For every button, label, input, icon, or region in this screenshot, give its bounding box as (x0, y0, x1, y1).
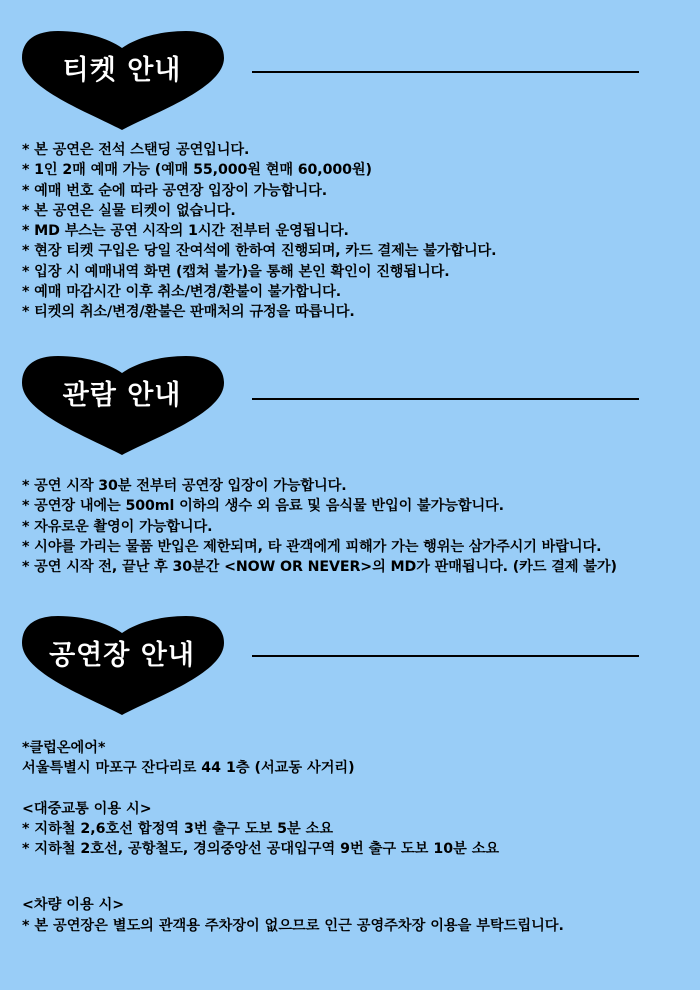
list-item: * 본 공연장은 별도의 관객용 주차장이 없으므로 인근 공영주차장 이용을 부탁드립니다. (22, 917, 564, 934)
venue-info-title: 공연장 안내 (49, 640, 195, 671)
venue-address: 서울특별시 마포구 잔다리로 44 1층 (서교동 사거리) (22, 760, 355, 777)
list-item: * MD 부스는 공연 시작의 1시간 전부터 운영됩니다. (22, 223, 349, 240)
list-item: * 공연장 내에는 500ml 이하의 생수 외 음료 및 음식물 반입이 불가능합니다. (22, 498, 504, 515)
list-item: * 공연 시작 전, 끝난 후 30분간 <NOW OR NEVER>의 MD가 판매됩니다. (카드 결제 불가) (22, 559, 617, 576)
list-item: * 입장 시 예매내역 화면 (캡쳐 불가)을 통해 본인 확인이 진행됩니다. (22, 263, 450, 280)
viewing-info-heart-badge (18, 355, 228, 485)
list-item: * 1인 2매 예매 가능 (예매 55,000원 현매 60,000원) (22, 162, 372, 179)
ticket-info-title: 티켓 안내 (62, 55, 182, 86)
list-item: * 시야를 가리는 물품 반입은 제한되며, 타 관객에게 피해가 가는 행위는 삼가주시기 바랍니다. (22, 538, 602, 555)
list-item: * 지하철 2,6호선 합정역 3번 출구 도보 5분 소요 (22, 820, 334, 837)
viewing-info-title: 관람 안내 (62, 380, 182, 411)
viewing-info-divider (252, 398, 639, 400)
list-item: * 예매 번호 순에 따라 공연장 입장이 가능합니다. (22, 182, 327, 199)
list-item: * 공연 시작 30분 전부터 공연장 입장이 가능합니다. (22, 478, 347, 494)
list-item: * 본 공연은 실물 티켓이 없습니다. (22, 202, 236, 219)
viewing-info-list (22, 476, 617, 577)
list-item: * 예매 마감시간 이후 취소/변경/환불이 불가합니다. (22, 284, 342, 301)
venue-name: *클럽온에어* (22, 740, 106, 756)
ticket-info-list (22, 140, 496, 323)
venue-info-heart-badge (18, 615, 228, 745)
list-item: * 자유로운 촬영이 가능합니다. (22, 518, 213, 535)
list-item: * 현장 티켓 구입은 당일 잔여석에 한하여 진행되며, 카드 결제는 불가합니다. (22, 243, 497, 260)
venue-info-divider (252, 655, 639, 657)
car-heading: <차량 이용 시> (22, 897, 125, 914)
transit-heading: <대중교통 이용 시> (22, 800, 152, 817)
list-item: * 지하철 2호선, 공항철도, 경의중앙선 공대입구역 9번 출구 도보 10분 소요 (22, 841, 500, 858)
ticket-info-divider (252, 71, 639, 73)
venue-details (22, 738, 564, 936)
list-item: * 티켓의 취소/변경/환불은 판매처의 규정을 따릅니다. (22, 304, 355, 321)
list-item: * 본 공연은 전석 스탠딩 공연입니다. (22, 142, 250, 158)
